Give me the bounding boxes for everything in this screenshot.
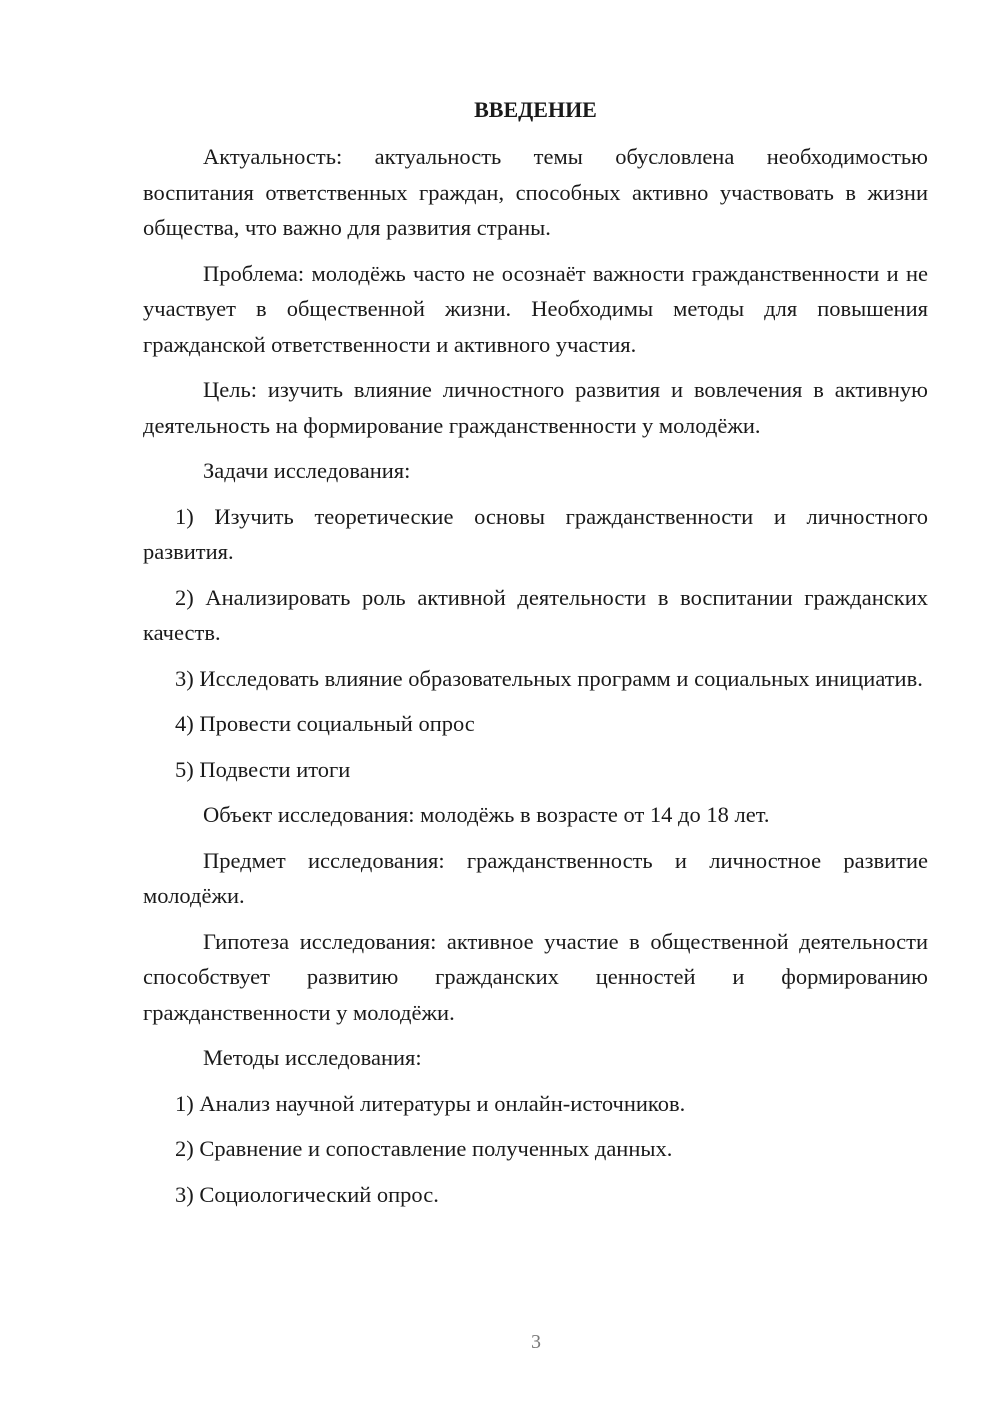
task-item-3: 3) Исследовать влияние образовательных программ и социальных инициатив. xyxy=(175,665,923,691)
hypothesis-paragraph: Гипотеза исследования: активное участие в общественной деятельности способствует развитию гражданских ценностей и формированию гражданственности у молодёжи. xyxy=(143,928,928,1025)
task-item-2: 2) Анализировать роль активной деятельности в воспитании гражданских качеств. xyxy=(143,584,928,645)
relevance-paragraph: Актуальность: актуальность темы обусловлена необходимостью воспитания ответственных граждан, способных активно участвовать в жизни общества, что важно для развития страны. xyxy=(143,144,928,240)
task-item-5: 5) Подвести итоги xyxy=(175,756,351,782)
task-item-1: 1) Изучить теоретические основы гражданственности и личностного развития. xyxy=(143,503,928,564)
method-item-3: 3) Социологический опрос. xyxy=(175,1181,439,1207)
problem-paragraph: Проблема: молодёжь часто не осознаёт важности гражданственности и не участвует в общественной жизни. Необходимы методы для повышения гражданской ответственности и активного участия. xyxy=(143,260,928,357)
page-number: 3 xyxy=(531,1331,541,1353)
method-item-2: 2) Сравнение и сопоставление полученных данных. xyxy=(175,1136,673,1161)
method-item-1: 1) Анализ научной литературы и онлайн-источников. xyxy=(175,1090,686,1116)
methods-heading: Методы исследования: xyxy=(203,1045,422,1070)
document-page xyxy=(143,92,928,1222)
subject-paragraph: Предмет исследования: гражданственность и личностное развитие молодёжи. xyxy=(143,847,928,908)
tasks-heading: Задачи исследования: xyxy=(203,458,411,483)
object-paragraph: Объект исследования: молодёжь в возрасте от 14 до 18 лет. xyxy=(203,802,770,827)
page-title: ВВЕДЕНИЕ xyxy=(474,97,597,122)
task-item-4: 4) Провести социальный опрос xyxy=(175,711,475,736)
goal-paragraph: Цель: изучить влияние личностного развития и вовлечения в активную деятельность на формирование гражданственности у молодёжи. xyxy=(143,377,928,438)
